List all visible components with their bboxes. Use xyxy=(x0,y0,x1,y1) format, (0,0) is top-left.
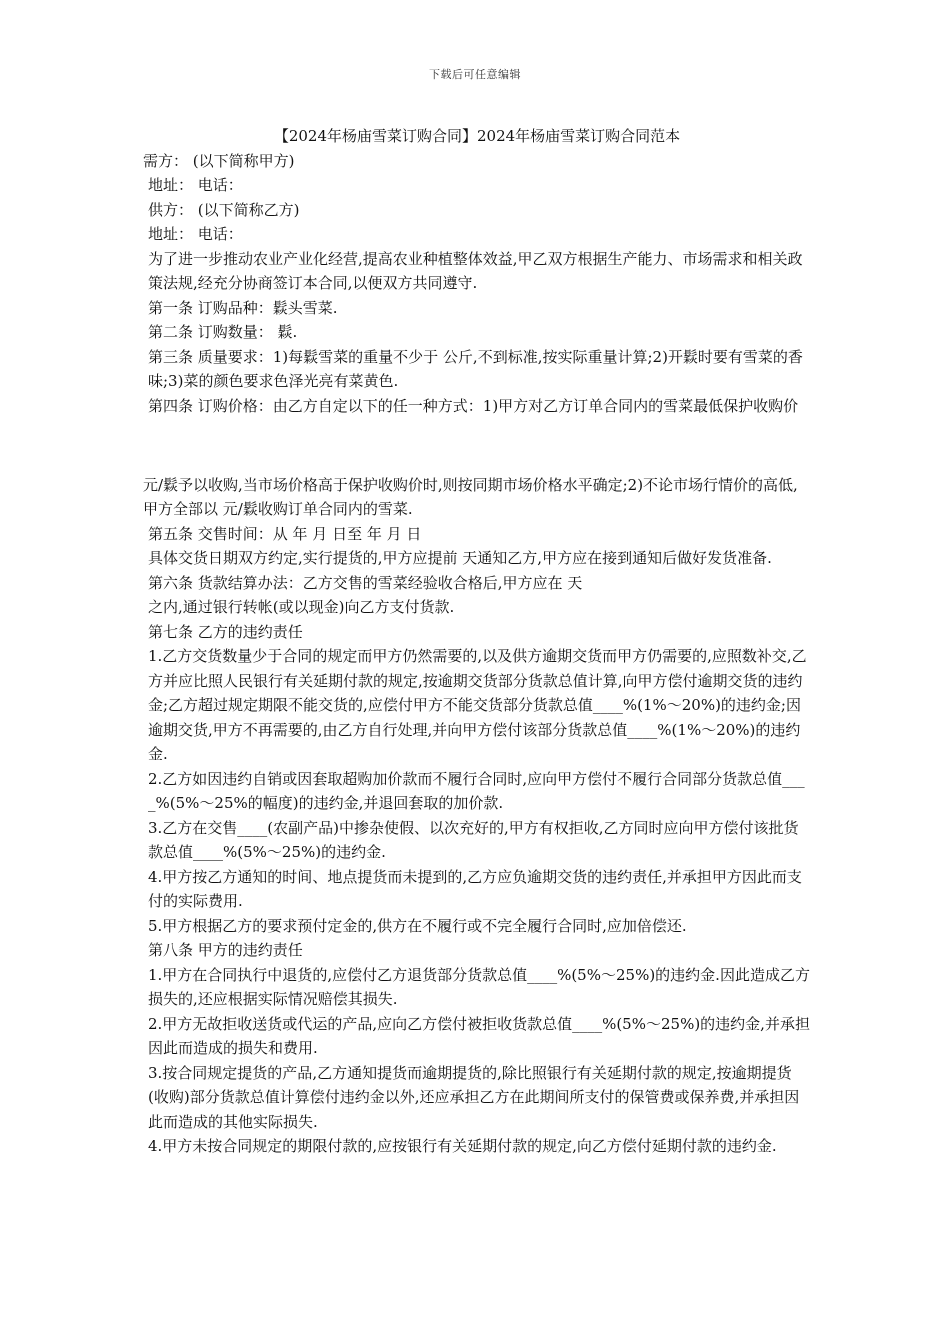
paragraph: 为了进一步推动农业产业化经营,提高农业种植整体效益,甲乙双方根据生产能力、市场需求和相关政策法规,经充分协商签订本合同,以便双方共同遵守. xyxy=(148,249,803,292)
paragraph: 元/鬏予以收购,当市场价格高于保护收购价时,则按同期市场价格水平确定;2)不论市场行情价的高低,甲方全部以 元/鬏收购订单合同内的雪菜. xyxy=(143,475,798,518)
paragraph: 1.乙方交货数量少于合同的规定而甲方仍然需要的,以及供方逾期交货而甲方仍需要的,应照数补交,乙方并应比照人民银行有关延期付款的规定,按逾期交货部分货款总值计算,向甲方偿付逾期交货的违约金;乙方超过规定期限不能交货的,应偿付甲方不能交货部分货款总值____%(1%～20%)的违约金;因逾期交货,甲方不再需要的,由乙方自行处理,并向甲方偿付该部分货款总值____%(1%～20%)的违约金. xyxy=(148,647,807,763)
paragraph: 第八条 甲方的违约责任 xyxy=(148,941,303,959)
paragraph: 3.按合同规定提货的产品,乙方通知提货而逾期提货的,除比照银行有关延期付款的规定,按逾期提货(收购)部分货款总值计算偿付违约金以外,还应承担乙方在此期间所支付的保管费或保养费,并承担因此而造成的其他实际损失. xyxy=(148,1063,800,1131)
paragraph: 第七条 乙方的违约责任 xyxy=(148,622,303,641)
paragraph: 第三条 质量要求：1)每鬏雪菜的重量不少于 公斤,不到标准,按实际重量计算;2)开鬏时要有雪菜的香味;3)菜的颜色要求色泽光亮有菜黄色. xyxy=(148,347,803,390)
document-title: 【2024年杨庙雪菜订购合同】2024年杨庙雪菜订购合同范本 xyxy=(273,127,681,145)
paragraph: 之内,通过银行转帐(或以现金)向乙方支付货款. xyxy=(148,598,455,616)
paragraph: 2.甲方无故拒收送货或代运的产品,应向乙方偿付被拒收货款总值____%(5%～25%)的违约金,并承担因此而造成的损失和费用. xyxy=(148,1014,810,1057)
paragraph: 4.甲方按乙方通知的时间、地点提货而未提到的,乙方应负逾期交货的违约责任,并承担甲方因此而支付的实际费用. xyxy=(148,867,802,910)
paragraph: 供方： (以下简称乙方) xyxy=(148,200,300,219)
paragraph: 4.甲方未按合同规定的期限付款的,应按银行有关延期付款的规定,向乙方偿付延期付款的违约金. xyxy=(148,1137,777,1155)
paragraph: 3.乙方在交售____(农副产品)中掺杂使假、以次充好的,甲方有权拒收,乙方同时应向甲方偿付该批货款总值____%(5%～25%)的违约金. xyxy=(148,818,799,861)
paragraph: 需方： (以下简称甲方) xyxy=(143,151,295,170)
paragraph: 第一条 订购品种：鬏头雪菜. xyxy=(148,298,338,317)
paragraph-list xyxy=(143,149,811,1159)
paragraph: 第四条 订购价格：由乙方自定以下的任一种方式：1)甲方对乙方订单合同内的雪菜最低保护收购价 xyxy=(148,396,799,415)
blank-line xyxy=(143,433,811,458)
header-note: 下载后可任意编辑 xyxy=(429,68,521,81)
paragraph: 5.甲方根据乙方的要求预付定金的,供方在不履行或不完全履行合同时,应加倍偿还. xyxy=(148,916,687,935)
paragraph: 地址： 电话： xyxy=(148,225,243,243)
paragraph: 1.甲方在合同执行中退货的,应偿付乙方退货部分货款总值____%(5%～25%)的违约金.因此造成乙方损失的,还应根据实际情况赔偿其损失. xyxy=(148,965,810,1008)
document-body xyxy=(143,124,811,1159)
paragraph: 地址： 电话： xyxy=(148,176,243,194)
paragraph: 第五条 交售时间：从 年 月 日至 年 月 日 xyxy=(148,524,422,543)
paragraph: 第六条 货款结算办法：乙方交售的雪菜经验收合格后,甲方应在 天 xyxy=(148,573,583,592)
paragraph: 2.乙方如因违约自销或因套取超购加价款而不履行合同时,应向甲方偿付不履行合同部分货款总值____%(5%～25%的幅度)的违约金,并退回套取的加价款. xyxy=(148,769,805,812)
paragraph: 具体交货日期双方约定,实行提货的,甲方应提前 天通知乙方,甲方应在接到通知后做好发货准备. xyxy=(148,549,772,567)
paragraph: 第二条 订购数量： 鬏. xyxy=(148,323,298,341)
